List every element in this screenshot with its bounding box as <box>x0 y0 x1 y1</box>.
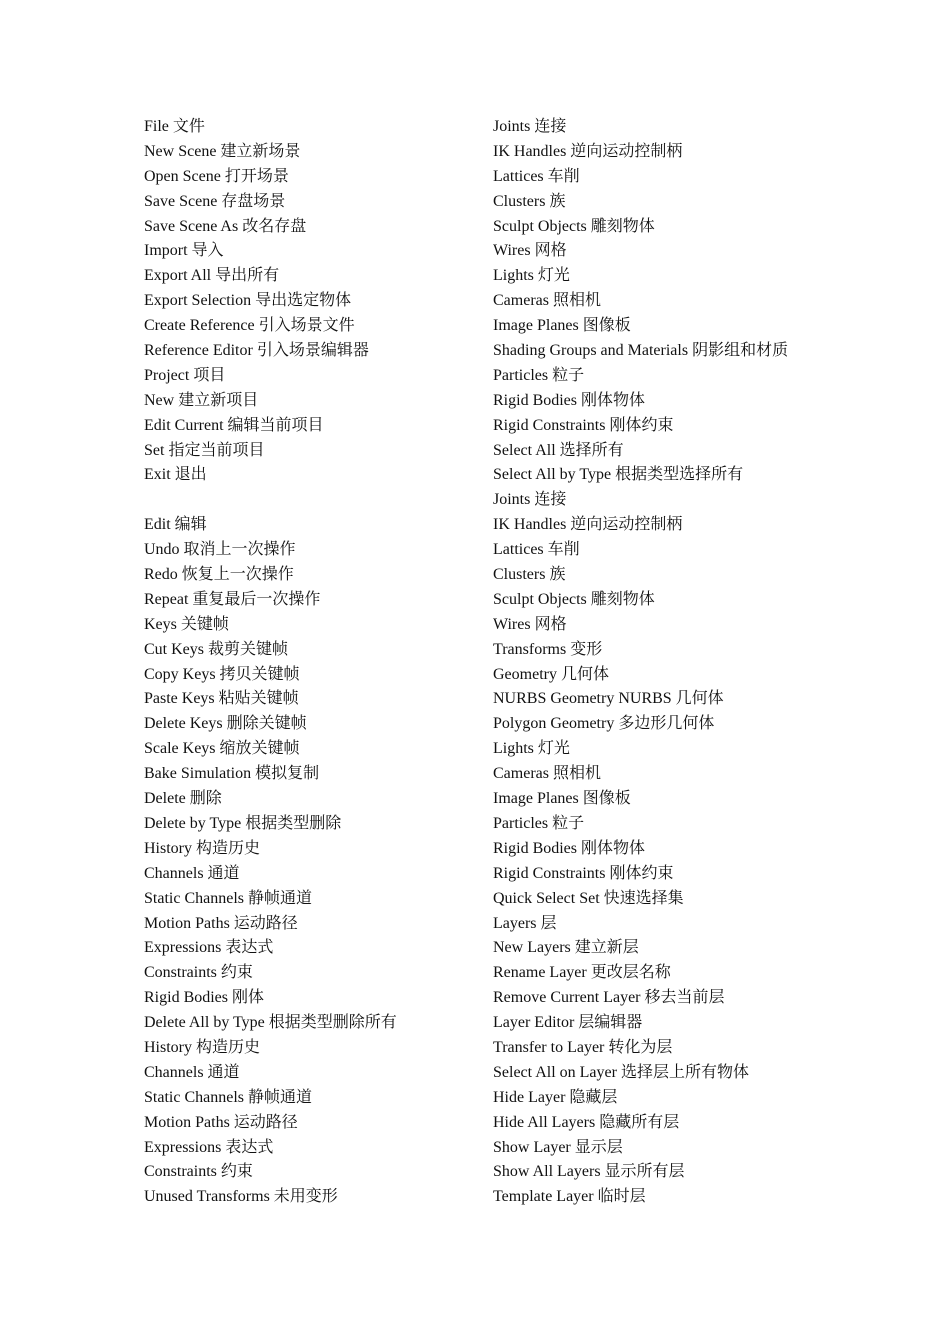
menu-term-entry: Shading Groups and Materials 阴影组和材质 <box>493 342 789 360</box>
blank-line <box>144 488 474 513</box>
menu-term-entry: Cameras 照相机 <box>493 765 601 783</box>
menu-term-entry: Exit 退出 <box>144 466 207 484</box>
menu-term-entry: Lights 灯光 <box>493 740 570 758</box>
menu-term-entry: Select All by Type 根据类型选择所有 <box>493 466 744 484</box>
menu-term-entry: Rename Layer 更改层名称 <box>493 964 671 982</box>
menu-term-entry: Rigid Constraints 刚体约束 <box>493 416 674 434</box>
menu-term-entry: Lattices 车削 <box>493 541 580 559</box>
menu-term-entry: Joints 连接 <box>493 118 567 135</box>
menu-term-entry: Open Scene 打开场景 <box>144 167 289 185</box>
menu-term-entry: Layers 层 <box>493 914 557 932</box>
menu-term-entry: Lattices 车削 <box>493 167 580 185</box>
menu-term-entry: Geometry 几何体 <box>493 665 609 683</box>
menu-term-entry: Repeat 重复最后一次操作 <box>144 590 321 608</box>
menu-term-entry: Remove Current Layer 移去当前层 <box>493 989 725 1007</box>
menu-term-entry: Export Selection 导出选定物体 <box>144 292 352 310</box>
menu-term-entry: Constraints 约束 <box>144 964 253 982</box>
menu-term-entry: Reference Editor 引入场景编辑器 <box>144 342 369 360</box>
menu-term-entry: Rigid Bodies 刚体物体 <box>493 839 646 857</box>
menu-term-entry: Delete All by Type 根据类型删除所有 <box>144 1014 397 1032</box>
menu-term-entry: Paste Keys 粘贴关键帧 <box>144 690 299 708</box>
menu-term-entry: Particles 粒子 <box>493 814 585 832</box>
menu-term-entry: Export All 导出所有 <box>144 267 280 285</box>
menu-term-entry: Rigid Bodies 刚体 <box>144 989 265 1007</box>
menu-term-entry: Delete by Type 根据类型删除 <box>144 814 342 832</box>
menu-term-entry: Expressions 表达式 <box>144 939 274 957</box>
menu-term-entry: Redo 恢复上一次操作 <box>144 566 294 584</box>
menu-term-entry: Expressions 表达式 <box>144 1138 274 1156</box>
menu-term-entry: Clusters 族 <box>493 192 566 210</box>
menu-term-entry: Undo 取消上一次操作 <box>144 541 296 559</box>
menu-term-entry: Constraints 约束 <box>144 1163 253 1181</box>
menu-term-entry: Edit 编辑 <box>144 516 207 534</box>
menu-term-entry: Select All 选择所有 <box>493 441 624 459</box>
menu-term-entry: Unused Transforms 未用变形 <box>144 1188 338 1206</box>
menu-term-entry: Sculpt Objects 雕刻物体 <box>493 590 655 608</box>
menu-term-entry: Cut Keys 裁剪关键帧 <box>144 640 289 658</box>
menu-term-entry: New Layers 建立新层 <box>493 939 639 957</box>
menu-term-entry: Quick Select Set 快速选择集 <box>493 889 684 907</box>
menu-term-entry: IK Handles 逆向运动控制柄 <box>493 516 683 534</box>
menu-term-entry: Sculpt Objects 雕刻物体 <box>493 217 655 235</box>
menu-term-entry: History 构造历史 <box>144 839 261 857</box>
menu-term-entry: Import 导入 <box>144 242 224 260</box>
menu-term-entry: Transfer to Layer 转化为层 <box>493 1038 673 1056</box>
right-column <box>493 115 913 1210</box>
menu-term-entry: Save Scene As 改名存盘 <box>144 217 307 235</box>
menu-term-entry: Cameras 照相机 <box>493 292 601 310</box>
menu-term-entry: Create Reference 引入场景文件 <box>144 317 355 335</box>
menu-term-entry: Show All Layers 显示所有层 <box>493 1163 685 1181</box>
menu-term-entry: Static Channels 静帧通道 <box>144 1088 312 1106</box>
menu-term-entry: NURBS Geometry NURBS 几何体 <box>493 690 724 708</box>
menu-term-entry: Project 项目 <box>144 366 226 384</box>
menu-term-entry: Static Channels 静帧通道 <box>144 889 312 907</box>
menu-term-entry: Scale Keys 缩放关键帧 <box>144 740 300 758</box>
menu-term-entry: Wires 网格 <box>493 242 567 260</box>
menu-term-entry: Bake Simulation 模拟复制 <box>144 765 320 783</box>
menu-term-entry: Layer Editor 层编辑器 <box>493 1014 643 1032</box>
menu-term-entry: File 文件 <box>144 118 205 135</box>
menu-term-entry: Select All on Layer 选择层上所有物体 <box>493 1063 749 1081</box>
menu-term-entry: Delete Keys 删除关键帧 <box>144 715 307 733</box>
menu-term-entry: Delete 删除 <box>144 790 222 808</box>
menu-term-entry: Edit Current 编辑当前项目 <box>144 416 324 434</box>
menu-term-entry: Wires 网格 <box>493 615 567 633</box>
menu-term-entry: Lights 灯光 <box>493 267 570 285</box>
menu-term-entry: Motion Paths 运动路径 <box>144 914 298 932</box>
menu-term-entry: New Scene 建立新场景 <box>144 142 301 160</box>
menu-term-entry: IK Handles 逆向运动控制柄 <box>493 142 683 160</box>
menu-term-entry: Channels 通道 <box>144 864 240 882</box>
menu-term-entry: Rigid Constraints 刚体约束 <box>493 864 674 882</box>
left-column <box>144 115 474 1210</box>
menu-term-entry: Polygon Geometry 多边形几何体 <box>493 715 715 733</box>
menu-term-entry: Transforms 变形 <box>493 640 603 658</box>
menu-term-entry: Set 指定当前项目 <box>144 441 265 459</box>
menu-term-entry: Hide All Layers 隐藏所有层 <box>493 1113 680 1131</box>
menu-term-entry: Image Planes 图像板 <box>493 790 631 808</box>
menu-term-entry: Motion Paths 运动路径 <box>144 1113 298 1131</box>
menu-term-entry: Keys 关键帧 <box>144 615 229 633</box>
menu-term-entry: Image Planes 图像板 <box>493 317 631 335</box>
menu-term-entry: Rigid Bodies 刚体物体 <box>493 391 646 409</box>
menu-term-entry: Show Layer 显示层 <box>493 1138 623 1156</box>
menu-term-entry: Save Scene 存盘场景 <box>144 192 286 210</box>
menu-term-entry: Template Layer 临时层 <box>493 1188 646 1206</box>
menu-term-entry: Hide Layer 隐藏层 <box>493 1088 618 1106</box>
menu-term-entry: History 构造历史 <box>144 1038 261 1056</box>
menu-term-entry: New 建立新项目 <box>144 391 259 409</box>
menu-term-entry: Clusters 族 <box>493 566 566 584</box>
menu-term-entry: Particles 粒子 <box>493 366 585 384</box>
menu-term-entry: Copy Keys 拷贝关键帧 <box>144 665 300 683</box>
menu-term-entry: Channels 通道 <box>144 1063 240 1081</box>
menu-term-entry: Joints 连接 <box>493 491 567 509</box>
